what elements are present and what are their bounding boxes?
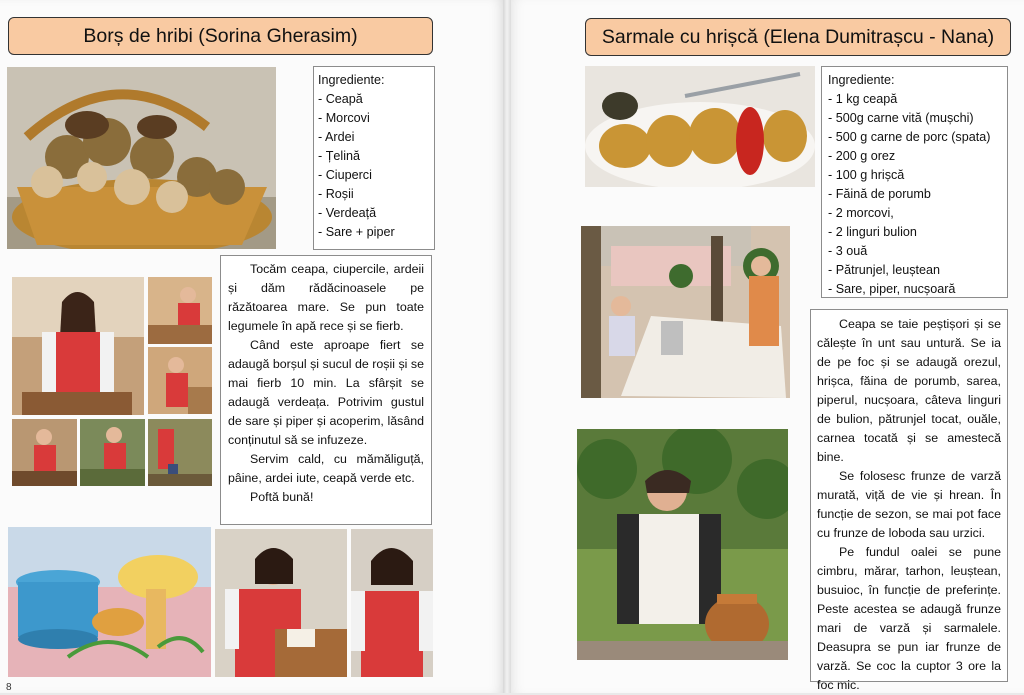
- ingredient-item: - 500g carne vită (mușchi): [828, 111, 974, 125]
- table-gathering-photo: [581, 226, 790, 398]
- smiling-photo: [351, 529, 433, 677]
- ingredient-item: - Ciuperci: [318, 168, 372, 182]
- cooking-photo-small-1: [148, 277, 212, 344]
- ingredient-item: - Pătrunjel, leuștean: [828, 263, 941, 277]
- reading-photo: [215, 529, 347, 677]
- left-recipe-title: Borș de hribi (Sorina Gherasim): [8, 17, 433, 55]
- ingredient-item: - 2 morcovi,: [828, 206, 894, 220]
- ingredient-item: - Ceapă: [318, 92, 363, 106]
- ingredient-item: - 100 g hrișcă: [828, 168, 905, 182]
- page-number: 8: [6, 682, 12, 693]
- painting-pot-mushrooms: [8, 527, 211, 677]
- right-method-paragraph: Ceapa se taie peștișori și se călește în unt sau untură. Se ia de pe foc și se adaugă orezul, hrișca, făina de porumb, sarea, piperul, nucșoara, câteva linguri de bulion, pătrunjel tocat, ouăle, carnea tocată și se amestecă bine.: [817, 317, 1001, 464]
- ingredient-item: - Sare, piper, nucșoară: [828, 282, 956, 296]
- book-gutter: [503, 0, 511, 693]
- cooking-photo-small-5: [148, 419, 212, 486]
- left-ingredients-heading: Ingrediente:: [318, 73, 385, 87]
- right-method-box: [810, 309, 1008, 692]
- ingredient-item: - 500 g carne de porc (spata): [828, 130, 991, 144]
- ingredient-item: - Roșii: [318, 187, 354, 201]
- ingredient-item: - 3 ouă: [828, 244, 868, 258]
- ingredient-item: - 1 kg ceapă: [828, 92, 898, 106]
- left-method-paragraph: Servim cald, cu mămăliguță, pâine, ardei iute, ceapă verde etc.: [228, 452, 424, 485]
- right-recipe-title: Sarmale cu hrișcă (Elena Dumitrașcu - Nana): [585, 18, 1011, 56]
- ingredient-item: - Ardei: [318, 130, 355, 144]
- ingredient-item: - Verdeață: [318, 206, 377, 220]
- ingredient-item: - 200 g orez: [828, 149, 896, 163]
- sarmale-plate-photo: [585, 66, 815, 187]
- right-ingredients-box: [821, 66, 1008, 298]
- elena-pot-photo: [577, 429, 788, 660]
- right-method-paragraph: Se folosesc frunze de varză murată, viță de vie și hrean. În funcție de sezon, se mai pot face cu frunze de loboda sau urzici.: [817, 469, 1001, 540]
- ingredient-item: - Sare + piper: [318, 225, 395, 239]
- right-ingredients-heading: Ingrediente:: [828, 73, 895, 87]
- left-ingredients-list: [318, 90, 430, 242]
- left-method-paragraph: Când este aproape fiert se adaugă borșul și sucul de roșii și se mai fierb 10 min. La sfârșit se adaugă verdeața. Potrivim gustul de sare și piper și acoperim, lăsând conținutul să se infuzeze.: [228, 338, 424, 447]
- ingredient-item: - Făină de porumb: [828, 187, 931, 201]
- ingredient-item: - Morcovi: [318, 111, 370, 125]
- ingredient-item: - Țelină: [318, 149, 360, 163]
- right-ingredients-list: [828, 90, 1001, 299]
- cooking-photo-small-2: [148, 347, 212, 414]
- mushroom-basket-photo: [7, 67, 276, 249]
- left-ingredients-box: [313, 66, 435, 250]
- left-method-paragraph: Tocăm ceapa, ciupercile, ardeii și dăm rădăcinoasele pe răzătoarea mare. Se pun toate legumele în apă rece și se fierb.: [228, 262, 424, 333]
- left-method-closing: Poftă bună!: [250, 490, 314, 504]
- ingredient-item: - 2 linguri bulion: [828, 225, 917, 239]
- cooking-photo-large: [12, 277, 144, 415]
- right-method-paragraph: Pe fundul oalei se pune cimbru, mărar, tarhon, leuștean, busuioc, în funcție de preferințe. Peste acestea se adaugă frunze mari de varză și sarmalele. Deasupra se pun iar frunze de varză. Se coc la cuptor 3 ore la foc mic.: [817, 545, 1001, 692]
- left-method-box: [220, 255, 432, 525]
- cooking-photo-small-4: [80, 419, 145, 486]
- cooking-photo-small-3: [12, 419, 77, 486]
